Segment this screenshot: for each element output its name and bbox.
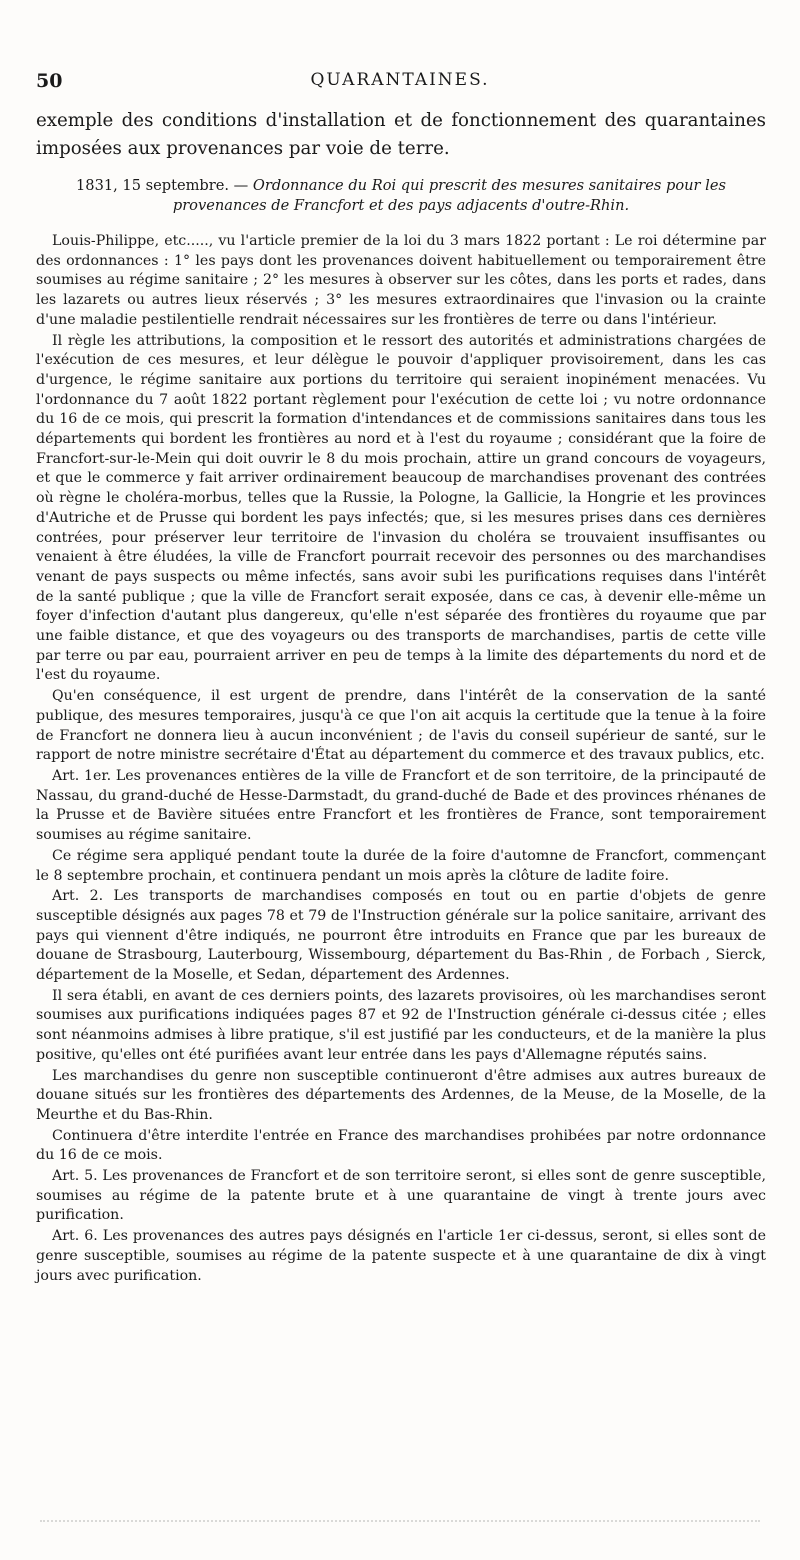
article-paragraph: Art. 6. Les provenances des autres pays désignés en l'article 1er ci-dessus, seront, si elles sont de genre susceptible, soumises au régime de la patente suspecte et à une quarantaine de dix à vingt jours avec purification. (36, 1228, 766, 1284)
page-header (36, 70, 764, 94)
running-head: QUARANTAINES. (310, 70, 490, 90)
scan-artifact-line (40, 1520, 760, 1528)
paragraph: Louis-Philippe, etc....., vu l'article premier de la loi du 3 mars 1822 portant : Le roi détermine par des ordonnances : 1° les pays dont les provenances doivent habituellement ou temporairement être soumises au régime sanitaire ; 2° les mesures à observer sur les côtes, dans les ports et rades, dans les lazarets ou autres lieux réservés ; 3° les mesures extraordinaires que l'invasion ou la crainte d'une maladie pestilentielle rendrait nécessaires sur les frontières de terre ou dans l'intérieur. (36, 233, 766, 328)
article-paragraph: Art. 1er. Les provenances entières de la ville de Francfort et de son territoire, de la principauté de Nassau, du grand-duché de Hesse-Darmstadt, du grand-duché de Bade et des provinces rhénanes de la Prusse et de Bavière situées entre Francfort et les frontières de France, sont temporairement soumises au régime sanitaire. (36, 767, 766, 844)
paragraph: Continuera d'être interdite l'entrée en France des marchandises prohibées par notre ordonnance du 16 de ce mois. (36, 1127, 766, 1164)
paragraph: Ce régime sera appliqué pendant toute la durée de la foire d'automne de Francfort, commençant le 8 septembre prochain, et continuera pendant un mois après la clôture de ladite foire. (36, 847, 766, 884)
ordinance-title (36, 176, 766, 216)
intro-paragraph: exemple des conditions d'installation et de fonctionnement des quarantaines imposées aux provenances par voie de terre. (36, 110, 766, 159)
ordinance-body (36, 232, 766, 1287)
paragraph: Les marchandises du genre non susceptible continueront d'être admises aux autres bureaux de douane situés sur les frontières des départements des Ardennes, de la Meuse, de la Moselle, de la Meurthe et du Bas-Rhin. (36, 1067, 766, 1123)
article-paragraph: Art. 5. Les provenances de Francfort et de son territoire seront, si elles sont de genre susceptible, soumises au régime de la patente brute et à une quarantaine de vingt à trente jours avec purification. (36, 1168, 766, 1224)
ordinance-date: 1831, 15 septembre. — (76, 177, 249, 194)
paragraph: Qu'en conséquence, il est urgent de prendre, dans l'intérêt de la conservation de la santé publique, des mesures temporaires, jusqu'à ce que l'on ait acquis la certitude que la tenue à la foire de Francfort ne donnera lieu à aucun inconvénient ; de l'avis du conseil supérieur de santé, sur le rapport de notre ministre secrétaire d'État au département du commerce et des travaux publics, etc. (36, 688, 766, 764)
paragraph: Il règle les attributions, la composition et le ressort des autorités et administrations chargées de l'exécution de ces mesures, et leur délègue le pouvoir d'appliquer provisoirement, dans les cas d'urgence, le régime sanitaire aux portions du territoire qui seraient inopinément menacées. Vu l'ordonnance du 7 août 1822 portant règlement pour l'exécution de cette loi ; vu notre ordonnance du 16 de ce mois, qui prescrit la formation d'intendances et de commissions sanitaires dans tous les départements qui bordent les frontières au nord et à l'est du royaume ; considérant que la foire de Francfort-sur-le-Mein qui doit ouvrir le 8 du mois prochain, attire un grand concours de voyageurs, et que le commerce y fait arriver ordinairement beaucoup de marchandises provenant des contrées où règne le choléra-morbus, telles que la Russie, la Pologne, la Gallicie, la Hongrie et les provinces d'Autriche et de Prusse qui bordent les pays infectés; que, si les mesures prises dans ces dernières contrées, pour préserver leur territoire de l'invasion du choléra se trouvaient insuffisantes ou venaient à être éludées, la ville de Francfort pourrait recevoir des personnes ou des marchandises venant de pays suspects ou même infectés, sans avoir subi les purifications requises dans l'intérêt de la santé publique ; que la ville de Francfort serait exposée, dans ce cas, à devenir elle-même un foyer d'infection d'autant plus dangereux, qu'elle n'est séparée des frontières du royaume que par une faible distance, et que des voyageurs ou des transports de marchandises, partis de cette ville par terre ou par eau, pourraient arriver en peu de temps à la limite des départements du nord et de l'est du royaume. (36, 332, 766, 684)
article-paragraph: Art. 2. Les transports de marchandises composés en tout ou en partie d'objets de genre susceptible désignés aux pages 78 et 79 de l'Instruction générale sur la police sanitaire, arrivant des pays qui viennent d'être indiqués, ne pourront être introduits en France que par les bureaux de douane de Strasbourg, Lauterbourg, Wissembourg, département du Bas-Rhin , de Forbach , Sierck, département de la Moselle, et Sedan, département des Ardennes. (36, 888, 766, 984)
page-number: 50 (36, 70, 63, 92)
paragraph: Il sera établi, en avant de ces derniers points, des lazarets provisoires, où les marchandises seront soumises aux purifications indiquées pages 87 et 92 de l'Instruction générale ci-dessus citée ; elles sont néanmoins admises à libre pratique, s'il est justifié par les conducteurs, et de la manière la plus positive, qu'elles ont été purifiées avant leur entrée dans les pays d'Allemagne réputés sains. (36, 987, 766, 1063)
ordinance-title-text: Ordonnance du Roi qui prescrit des mesures sanitaires pour les provenances de Francfort et des pays adjacents d'outre-Rhin. (172, 177, 726, 214)
